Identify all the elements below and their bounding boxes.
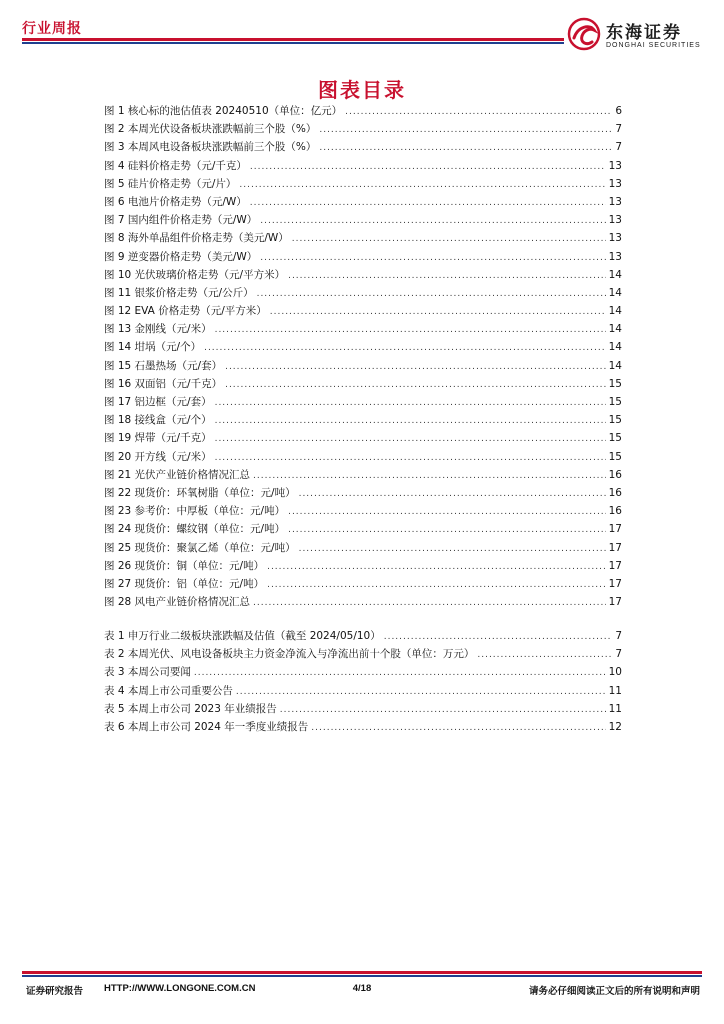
toc-entry-page: 17 <box>608 523 622 536</box>
toc-entry-page: 12 <box>608 720 622 733</box>
toc-entry-label: 图 11 银浆价格走势（元/公斤） <box>104 286 254 299</box>
toc-entry-label: 图 25 现货价：聚氯乙烯（单位：元/吨） <box>104 541 296 554</box>
toc-entry-page: 13 <box>608 214 622 227</box>
toc-dot-leader <box>225 362 606 372</box>
figure-toc-entry[interactable] <box>104 194 622 212</box>
toc-entry-label: 图 20 开方线（元/米） <box>104 450 212 463</box>
toc-dot-leader <box>288 507 606 517</box>
toc-entry-label: 图 10 光伏玻璃价格走势（元/平方米） <box>104 268 286 281</box>
toc-entry-label: 图 5 硅片价格走势（元/片） <box>104 177 237 190</box>
toc-entry-page: 7 <box>615 123 622 136</box>
figure-toc-entry[interactable] <box>104 139 622 157</box>
toc-dot-leader <box>288 271 606 281</box>
toc-entry-page: 11 <box>608 702 622 715</box>
toc-entry-label: 图 8 海外单晶组件价格走势（美元/W） <box>104 232 289 245</box>
toc-entry-page: 14 <box>608 305 622 318</box>
toc-entry-page: 17 <box>608 541 622 554</box>
toc-dot-leader <box>345 107 612 117</box>
toc-entry-page: 14 <box>608 359 622 372</box>
toc-dot-leader <box>267 580 606 590</box>
toc-entry-label: 图 12 EVA 价格走势（元/平方米） <box>104 305 267 318</box>
toc-entry-page: 15 <box>608 414 622 427</box>
toc-entry-label: 表 3 本周公司要闻 <box>104 666 191 679</box>
toc-entry-label: 图 28 风电产业链价格情况汇总 <box>104 596 251 609</box>
toc-dot-leader <box>215 325 606 335</box>
toc-entry-label: 图 2 本周光伏设备板块涨跌幅前三个股（%） <box>104 123 317 136</box>
footer-report-type: 证券研究报告 <box>26 986 84 997</box>
figure-toc-entry[interactable] <box>104 212 622 230</box>
figure-toc-entry[interactable] <box>104 521 622 539</box>
figure-toc-entry[interactable] <box>104 430 622 448</box>
toc-dot-leader <box>319 125 612 135</box>
figure-toc-entry[interactable] <box>104 358 622 376</box>
header-divider-blue <box>22 42 564 44</box>
company-logo <box>566 16 706 60</box>
toc-dot-leader <box>253 598 606 608</box>
toc-dot-leader <box>319 143 612 153</box>
donghai-dragon-logo-icon <box>566 16 602 52</box>
toc-entry-page: 7 <box>615 141 622 154</box>
figure-toc-entry[interactable] <box>104 285 622 303</box>
logo-text-en: DONGHAI SECURITIES <box>606 42 701 49</box>
footer-url-link[interactable]: HTTP://WWW.LONGONE.COM.CN <box>104 983 256 994</box>
toc-entry-label: 图 9 逆变器价格走势（美元/W） <box>104 250 258 263</box>
figure-toc-entry[interactable] <box>104 339 622 357</box>
toc-dot-leader <box>225 380 606 390</box>
table-toc-entry[interactable] <box>104 701 622 719</box>
toc-entry-label: 图 22 现货价：环氧树脂（单位：元/吨） <box>104 486 296 499</box>
toc-entry-page: 13 <box>608 159 622 172</box>
toc-dot-leader <box>253 471 606 481</box>
toc-dot-leader <box>477 650 612 660</box>
toc-entry-page: 17 <box>608 577 622 590</box>
toc-dot-leader <box>280 705 606 715</box>
figure-toc-entry[interactable] <box>104 376 622 394</box>
toc-entry-label: 图 15 石墨热场（元/套） <box>104 359 223 372</box>
toc-entry-label: 图 18 接线盒（元/个） <box>104 414 212 427</box>
toc-dot-leader <box>260 253 605 263</box>
toc-entry-label: 图 13 金刚线（元/米） <box>104 323 212 336</box>
toc-entry-page: 14 <box>608 323 622 336</box>
toc-entry-page: 14 <box>608 268 622 281</box>
figure-toc-entry[interactable] <box>104 158 622 176</box>
header-divider-red <box>22 38 564 41</box>
table-toc-entry[interactable] <box>104 664 622 682</box>
figure-toc-entry[interactable] <box>104 103 622 121</box>
toc-dot-leader <box>250 162 606 172</box>
toc-entry-page: 14 <box>608 341 622 354</box>
toc-entry-page: 16 <box>608 486 622 499</box>
toc-dot-leader <box>260 216 605 226</box>
toc-entry-label: 图 26 现货价：铜（单位：元/吨） <box>104 559 265 572</box>
toc-dot-leader <box>292 234 606 244</box>
figure-toc-entry[interactable] <box>104 121 622 139</box>
toc-dot-leader <box>215 398 606 408</box>
toc-entry-label: 表 6 本周上市公司 2024 年一季度业绩报告 <box>104 720 309 733</box>
toc-dot-leader <box>194 668 606 678</box>
toc-dot-leader <box>384 632 613 642</box>
figure-toc-entry[interactable] <box>104 467 622 485</box>
toc-entry-label: 表 2 本周光伏、风电设备板块主力资金净流入与净流出前十个股（单位：万元） <box>104 648 475 661</box>
toc-entry-label: 图 16 双面铝（元/千克） <box>104 377 223 390</box>
toc-entry-page: 17 <box>608 559 622 572</box>
toc-entry-page: 7 <box>615 648 622 661</box>
figure-toc-entry[interactable] <box>104 176 622 194</box>
figure-toc-entry[interactable] <box>104 485 622 503</box>
figure-toc-entry[interactable] <box>104 303 622 321</box>
footer-disclaimer: 请务必仔细阅读正文后的所有说明和声明 <box>528 986 700 997</box>
toc-dot-leader <box>215 434 606 444</box>
toc-entry-page: 11 <box>608 684 622 697</box>
toc-entry-label: 图 7 国内组件价格走势（元/W） <box>104 214 258 227</box>
toc-entry-label: 表 5 本周上市公司 2023 年业绩报告 <box>104 702 277 715</box>
table-toc <box>104 628 622 737</box>
figure-toc-entry[interactable] <box>104 449 622 467</box>
report-category: 行业周报 <box>22 21 82 37</box>
toc-entry-page: 6 <box>615 105 622 117</box>
toc-entry-page: 13 <box>608 177 622 190</box>
logo-text-cn: 东海证券 <box>606 23 682 43</box>
toc-entry-label: 图 3 本周风电设备板块涨跌幅前三个股（%） <box>104 141 317 154</box>
toc-entry-page: 15 <box>608 450 622 463</box>
toc-entry-label: 图 23 参考价：中厚板（单位：元/吨） <box>104 505 286 518</box>
toc-dot-leader <box>288 525 606 535</box>
toc-dot-leader <box>215 453 606 463</box>
toc-entry-page: 15 <box>608 396 622 408</box>
toc-entry-page: 7 <box>615 630 622 642</box>
toc-entry-label: 图 6 电池片价格走势（元/W） <box>104 195 247 208</box>
toc-entry-page: 13 <box>608 195 622 208</box>
table-toc-entry[interactable] <box>104 683 622 701</box>
figure-toc-entry[interactable] <box>104 503 622 521</box>
figure-toc-entry[interactable] <box>104 321 622 339</box>
toc-dot-leader <box>257 289 606 299</box>
toc-dot-leader <box>270 307 606 317</box>
toc-dot-leader <box>299 544 606 554</box>
figure-toc-entry[interactable] <box>104 540 622 558</box>
toc-dot-leader <box>204 343 606 353</box>
toc-entry-label: 表 1 申万行业二级板块涨跌幅及估值（截至 2024/05/10） <box>104 630 381 642</box>
figure-toc-entry[interactable] <box>104 576 622 594</box>
toc-entry-label: 图 14 坩埚（元/个） <box>104 341 202 354</box>
figure-toc <box>104 103 622 612</box>
toc-dot-leader <box>299 489 606 499</box>
toc-entry-label: 图 27 现货价：铝（单位：元/吨） <box>104 577 265 590</box>
toc-dot-leader <box>236 687 606 697</box>
toc-dot-leader <box>267 562 606 572</box>
toc-entry-page: 15 <box>608 377 622 390</box>
toc-entry-label: 图 21 光伏产业链价格情况汇总 <box>104 468 251 481</box>
footer-page-number: 4/18 <box>352 983 372 994</box>
toc-dot-leader <box>215 416 606 426</box>
toc-dot-leader <box>250 198 606 208</box>
figure-toc-entry[interactable] <box>104 249 622 267</box>
toc-entry-page: 13 <box>608 250 622 263</box>
figure-toc-entry[interactable] <box>104 412 622 430</box>
toc-dot-leader <box>239 180 605 190</box>
toc-entry-page: 16 <box>608 505 622 518</box>
toc-entry-page: 16 <box>608 468 622 481</box>
toc-dot-leader <box>311 723 605 733</box>
toc-entry-label: 表 4 本周上市公司重要公告 <box>104 684 233 697</box>
figure-toc-entry[interactable] <box>104 394 622 412</box>
toc-entry-page: 14 <box>608 286 622 299</box>
toc-entry-page: 17 <box>608 596 622 609</box>
toc-entry-label: 图 19 焊带（元/千克） <box>104 432 212 445</box>
footer-divider-blue <box>22 975 702 977</box>
figure-toc-entry[interactable] <box>104 558 622 576</box>
figure-toc-entry[interactable] <box>104 267 622 285</box>
footer-divider-red <box>22 971 702 974</box>
toc-entry-label: 图 17 铝边框（元/套） <box>104 396 212 408</box>
page-title: 图表目录 <box>318 78 406 102</box>
table-toc-entry[interactable] <box>104 628 622 646</box>
table-toc-entry[interactable] <box>104 646 622 664</box>
figure-toc-entry[interactable] <box>104 594 622 612</box>
toc-entry-page: 13 <box>608 232 622 245</box>
toc-entry-page: 10 <box>608 666 622 679</box>
figure-toc-entry[interactable] <box>104 230 622 248</box>
toc-entry-label: 图 1 核心标的池估值表 20240510（单位：亿元） <box>104 105 343 117</box>
toc-entry-label: 图 4 硅料价格走势（元/千克） <box>104 159 247 172</box>
toc-entry-page: 15 <box>608 432 622 445</box>
table-toc-entry[interactable] <box>104 719 622 737</box>
toc-entry-label: 图 24 现货价：螺纹钢（单位：元/吨） <box>104 523 286 536</box>
